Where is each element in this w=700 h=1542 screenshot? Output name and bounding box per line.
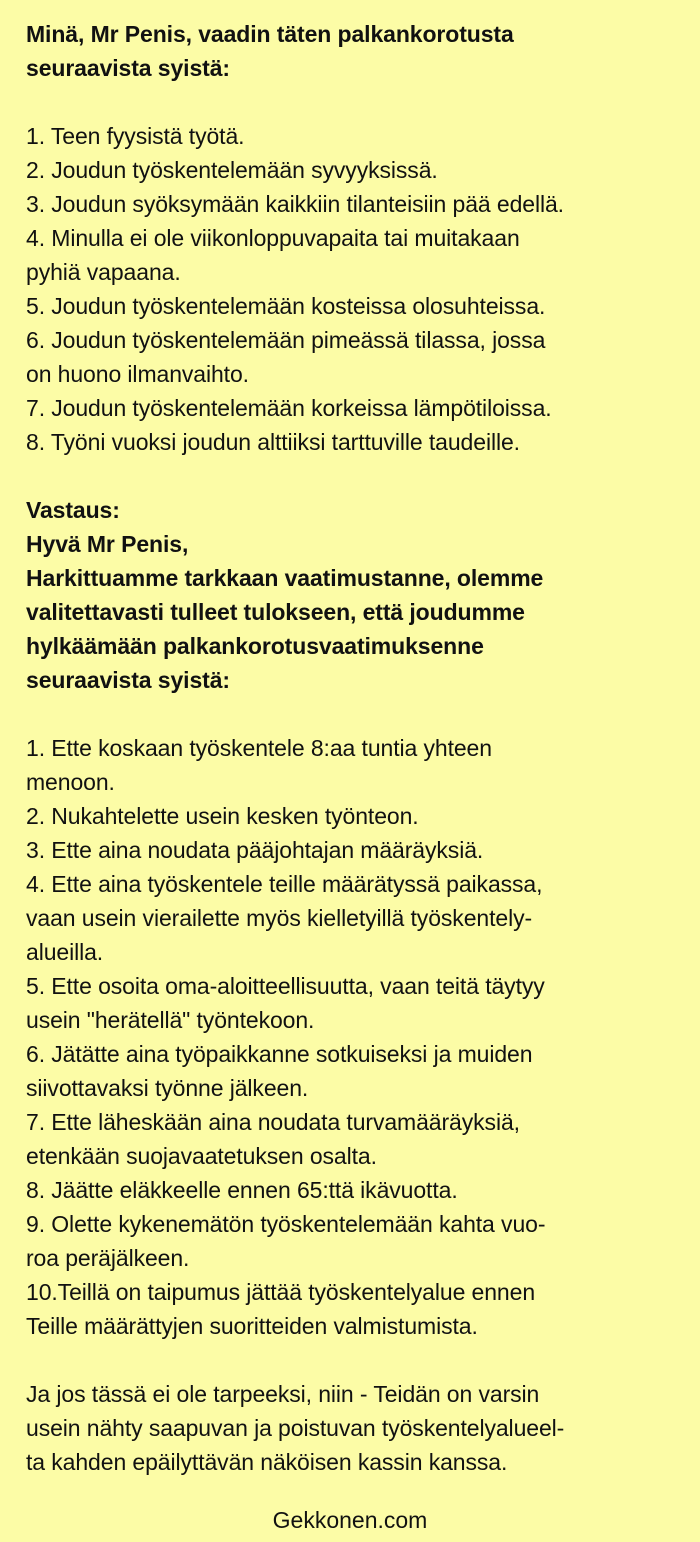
intro-line: Minä, Mr Penis, vaadin täten palkankorotusta — [26, 21, 514, 47]
reason-line: 5. Ette osoita oma-aloitteellisuutta, vaan teitä täytyy — [26, 973, 545, 999]
demand-line: 3. Joudun syöksymään kaikkiin tilanteisiin pää edellä. — [26, 191, 564, 217]
spacer — [26, 697, 694, 731]
reason-line: 6. Jätätte aina työpaikkanne sotkuiseksi ja muiden — [26, 1041, 533, 1067]
reason-line: etenkään suojavaatetuksen osalta. — [26, 1143, 377, 1169]
reasons-list — [26, 731, 694, 1343]
reason-line: siivottavaksi työnne jälkeen. — [26, 1075, 309, 1101]
demand-line: 1. Teen fyysistä työtä. — [26, 123, 245, 149]
demand-line: 4. Minulla ei ole viikonloppuvapaita tai muitakaan — [26, 225, 520, 251]
reason-line: 8. Jäätte eläkkeelle ennen 65:ttä ikävuotta. — [26, 1177, 458, 1203]
demand-line: pyhiä vapaana. — [26, 259, 181, 285]
reason-line: 7. Ette läheskään aina noudata turvamääräyksiä, — [26, 1109, 520, 1135]
spacer — [26, 459, 694, 493]
closing-line: ta kahden epäilyttävän näköisen kassin kanssa. — [26, 1449, 508, 1475]
reason-line: 4. Ette aina työskentele teille määrätyssä paikassa, — [26, 871, 543, 897]
demand-line: 8. Työni vuoksi joudun alttiiksi tarttuville taudeille. — [26, 429, 520, 455]
reply-heading: Vastaus: — [26, 497, 120, 523]
reason-line: alueilla. — [26, 939, 104, 965]
document-body — [26, 17, 694, 1479]
closing-section — [26, 1377, 694, 1479]
reason-line: 3. Ette aina noudata pääjohtajan määräyksiä. — [26, 837, 484, 863]
reply-salutation: Hyvä Mr Penis, — [26, 531, 189, 557]
reply-line: Harkittuamme tarkkaan vaatimustanne, olemme — [26, 565, 544, 591]
closing-line: usein nähty saapuvan ja poistuvan työskentelyalueel- — [26, 1415, 565, 1441]
closing-line: Ja jos tässä ei ole tarpeeksi, niin - Teidän on varsin — [26, 1381, 540, 1407]
spacer — [26, 85, 694, 119]
reply-line: seuraavista syistä: — [26, 667, 230, 693]
demand-line: 7. Joudun työskentelemään korkeissa lämpötiloissa. — [26, 395, 552, 421]
demand-line: on huono ilmanvaihto. — [26, 361, 249, 387]
reason-line: menoon. — [26, 769, 115, 795]
demand-line: 5. Joudun työskentelemään kosteissa olosuhteissa. — [26, 293, 546, 319]
reason-line: usein "herätellä" työntekoon. — [26, 1007, 315, 1033]
reply-section — [26, 493, 694, 697]
reason-line: vaan usein vierailette myös kielletyillä työskentely- — [26, 905, 533, 931]
intro-section — [26, 17, 694, 85]
reply-line: valitettavasti tulleet tulokseen, että joudumme — [26, 599, 525, 625]
reason-line: 2. Nukahtelette usein kesken työnteon. — [26, 803, 419, 829]
reason-line: Teille määrättyjen suoritteiden valmistumista. — [26, 1313, 478, 1339]
spacer — [26, 1343, 694, 1377]
demand-line: 2. Joudun työskentelemään syvyyksissä. — [26, 157, 438, 183]
site-credit: Gekkonen.com — [272, 1507, 428, 1533]
reason-line: 1. Ette koskaan työskentele 8:aa tuntia yhteen — [26, 735, 492, 761]
reason-line: roa peräjälkeen. — [26, 1245, 190, 1271]
intro-line: seuraavista syistä: — [26, 55, 230, 81]
demand-line: 6. Joudun työskentelemään pimeässä tilassa, jossa — [26, 327, 546, 353]
reason-line: 10.Teillä on taipumus jättää työskentelyalue ennen — [26, 1279, 536, 1305]
reply-line: hylkäämään palkankorotusvaatimuksenne — [26, 633, 484, 659]
demands-list — [26, 119, 694, 459]
reason-line: 9. Olette kykenemätön työskentelemään kahta vuo- — [26, 1211, 546, 1237]
